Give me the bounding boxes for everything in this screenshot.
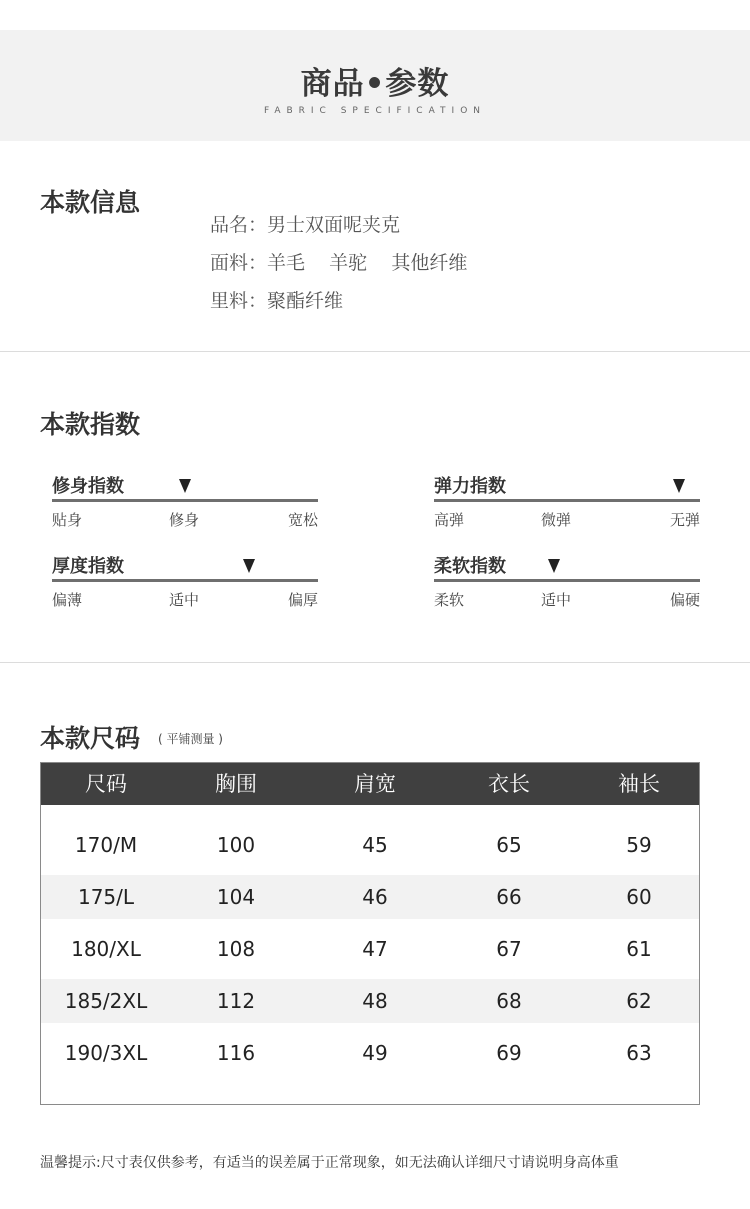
cell-size: 170/M [74,833,138,857]
elasticity-option-2: 微弹 [541,511,572,529]
table-row [41,823,699,867]
softness-option-3: 偏硬 [669,591,700,609]
size-measure-note: ( 平铺测量 ) [158,732,223,746]
softness-index [434,552,700,612]
softness-index-label: 柔软指数 [434,556,506,577]
table-row [41,875,699,919]
cell-length: 67 [496,937,522,961]
size-table [40,762,700,1105]
info-line-fabric: 面料：羊毛 羊驼 其他纤维 [210,252,468,274]
header-chest: 胸围 [215,772,257,796]
cell-size: 190/3XL [64,1041,148,1065]
fit-option-1: 贴身 [52,511,83,529]
thickness-index-bar [52,579,318,582]
softness-option-2: 适中 [541,591,572,609]
header-size: 尺码 [85,772,127,796]
fit-option-2: 修身 [169,511,200,529]
section-divider [0,662,750,663]
elasticity-index-bar [434,499,700,502]
table-row [41,1031,699,1075]
softness-option-1: 柔软 [434,591,465,609]
section-divider [0,351,750,352]
cell-length: 68 [496,989,522,1013]
info-line-name: 品名：男士双面呢夹克 [210,214,401,236]
info-section-title: 本款信息 [40,188,141,217]
page-subtitle: FABRIC SPECIFICATION [263,106,487,116]
cell-chest: 104 [216,885,256,909]
info-line-lining: 里料：聚酯纤维 [210,290,344,312]
fit-index-marker [179,479,191,493]
cell-sleeve: 62 [626,989,652,1013]
cell-shoulder: 49 [362,1041,388,1065]
cell-shoulder: 46 [362,885,388,909]
cell-sleeve: 59 [626,833,652,857]
header-length: 衣长 [488,772,530,796]
size-section-title: 本款尺码 [40,724,141,753]
fit-index [52,472,318,532]
cell-sleeve: 60 [626,885,652,909]
cell-size: 185/2XL [64,989,148,1013]
fit-index-label: 修身指数 [52,476,124,497]
cell-length: 69 [496,1041,522,1065]
size-table-header [41,763,699,805]
cell-length: 65 [496,833,522,857]
cell-shoulder: 48 [362,989,388,1013]
header-sleeve: 袖长 [618,772,660,796]
cell-chest: 108 [216,937,256,961]
table-row [41,927,699,971]
softness-index-marker [548,559,560,573]
cell-size: 180/XL [71,937,141,961]
fit-index-bar [52,499,318,502]
elasticity-index-label: 弹力指数 [434,476,506,497]
page-title: 商品•参数 [300,66,450,102]
size-tip-note: 温馨提示:尺寸表仅供参考，有适当的误差属于正常现象，如无法确认详细尺寸请说明身高体重 [40,1155,619,1171]
cell-chest: 112 [216,989,256,1013]
elasticity-option-3: 无弹 [669,511,700,529]
thickness-index-marker [243,559,255,573]
fit-option-3: 宽松 [287,511,318,529]
cell-size: 175/L [77,885,135,909]
thickness-option-3: 偏厚 [287,591,318,609]
cell-sleeve: 63 [626,1041,652,1065]
header-shoulder: 肩宽 [354,772,396,796]
cell-chest: 100 [216,833,256,857]
cell-length: 66 [496,885,522,909]
softness-index-bar [434,579,700,582]
cell-chest: 116 [216,1041,256,1065]
index-section-title: 本款指数 [40,410,141,439]
thickness-index-label: 厚度指数 [52,556,124,577]
cell-shoulder: 45 [362,833,388,857]
elasticity-index-marker [673,479,685,493]
thickness-index [52,552,318,612]
cell-sleeve: 61 [626,937,652,961]
thickness-option-2: 适中 [169,591,200,609]
thickness-option-1: 偏薄 [52,591,83,609]
cell-shoulder: 47 [362,937,388,961]
table-row [41,979,699,1023]
elasticity-option-1: 高弹 [434,511,465,529]
elasticity-index [434,472,700,532]
